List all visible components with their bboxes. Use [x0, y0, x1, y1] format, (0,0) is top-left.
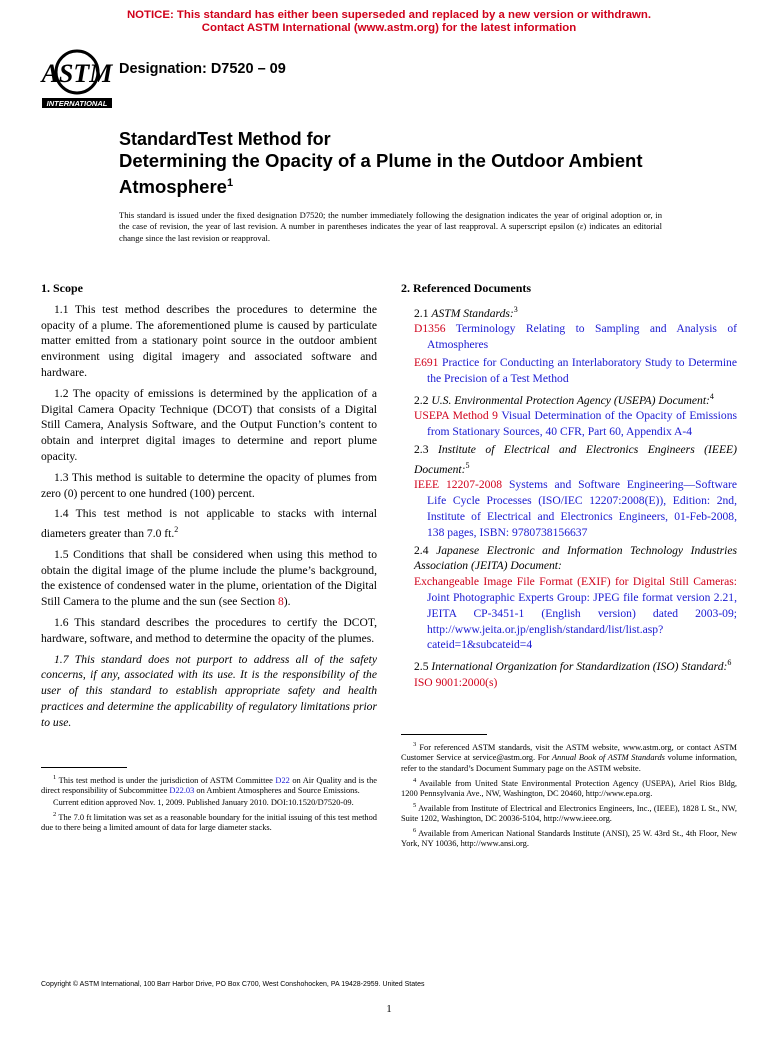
scope-section — [41, 281, 377, 736]
designation: Designation: D7520 – 09 — [119, 61, 286, 77]
ref-iso-link[interactable]: ISO 9001:2000(s) — [414, 675, 498, 689]
footnotes-right — [401, 734, 737, 851]
footnote-5: $^5$ Available from Institute of Electrical and Electronics Engineers, Inc., (IEEE), 1828 L St., NW, Suite 1202, Washington, DC 20036-5104, http://www.ieee.org. — [401, 801, 737, 823]
astm-logo — [40, 46, 114, 110]
footnote-3: $^3$ For referenced ASTM standards, visit the ASTM website, www.astm.org, or contact ASTM Customer Service at service@astm.org. For Annual Book of ASTM Standards volume information, refer to the standard’s Document Summary page on the ASTM website. — [401, 741, 737, 773]
svg-text:ASTM: ASTM — [41, 59, 113, 88]
section-8-link[interactable]: 8 — [277, 595, 284, 609]
withdrawn-notice — [0, 9, 778, 35]
scope-1-4: 1.4 This test method is not applicable to stacks with internal diameters greater than 7.0 ft.$^2$ — [41, 507, 377, 541]
ref-d1356-link[interactable]: D1356 — [414, 322, 446, 336]
footnote-2: $^2$ The 7.0 ft limitation was set as a reasonable boundary for the initial issuing of this test method due to there being a limited amount of data for large diameter stacks. — [41, 810, 377, 832]
scope-1-5: 1.5 Conditions that shall be considered when using this method to obtain the digital image of the plume include the plume’s background, the existence of condensed water in the plume, orientation of the Digital Still Camera to the plume and the sun (see Section 8). — [41, 547, 377, 609]
footnote-1: $^1$ This test method is under the jurisdiction of ASTM Committee D22 on Air Quality and is the direct responsibility of Subcommittee D22.03 on Ambient Atmospheres and Source Emissions. — [41, 774, 377, 796]
footnote-divider — [401, 734, 487, 735]
references-heading: 2. Referenced Documents — [401, 281, 532, 295]
scope-1-7: 1.7 This standard does not purport to address all of the safety concerns, if any, associated with its use. It is the responsibility of the user of this standard to establish appropriate safety and health practices and determine the applicability of regulatory limitations prior to use. — [41, 652, 377, 729]
ref-2-1: 2.1 ASTM Standards:$^3$ — [414, 304, 518, 320]
scope-1-2: 1.2 The opacity of emissions is determined by the application of a Digital Camera Opacity Technique (DCOT) that consists of a Digital Still Camera, Analysis Software, and the Output Function’s content to obtain and interpret digital images to determine and report plume opacity. — [41, 386, 377, 463]
scope-heading: 1. Scope — [41, 281, 83, 295]
committee-d22-link[interactable]: D22 — [275, 775, 290, 785]
logo-wordmark: INTERNATIONAL — [46, 99, 108, 108]
page-number: 1 — [386, 1003, 392, 1015]
ref-exif: Exchangeable Image File Format (EXIF) for Digital Still Cameras: Joint Photographic Experts Group: JPEG file format version 2.21, JEITA CP-3451-1 (English version) dated 2003-09; http://www.jeita.or.jp/english/standard/list/list.asp?cateid=1&subcateid=4 — [414, 575, 737, 652]
ref-2-2: 2.2 U.S. Environmental Protection Agency (USEPA) Document:$^4$ — [414, 391, 714, 407]
footnote-6: $^6$ Available from American National Standards Institute (ANSI), 25 W. 43rd St., 4th Floor, New York, NY 10036, http://www.ansi.org. — [401, 826, 737, 848]
footnotes-left — [41, 767, 377, 835]
ref-2-4: 2.4 Japanese Electronic and Information Technology Industries Association (JEITA) Document: — [414, 543, 738, 573]
ref-usepa-method-9: USEPA Method 9 Visual Determination of the Opacity of Emissions from Stationary Sources, 40 CFR, Part 60, Appendix A-4 — [414, 409, 737, 439]
scope-1-1: 1.1 This test method describes the procedures to determine the opacity of a plume. The aforementioned plume is caused by particulate matter emitted from a stationary point source in the outdoor ambient environment using digital imagery and associated software and hardware. — [41, 302, 377, 379]
footnote-divider — [41, 767, 127, 768]
ref-d1356: D1356 Terminology Relating to Sampling and Analysis of Atmospheres — [414, 322, 737, 352]
ref-2-3: 2.3 Institute of Electrical and Electronics Engineers (IEEE) Document:$^5$ — [414, 442, 737, 476]
subcommittee-d22-03-link[interactable]: D22.03 — [169, 786, 195, 796]
notice-line-1: NOTICE: This standard has either been superseded and replaced by a new version or withdrawn. — [126, 9, 652, 21]
title-line-3: Atmosphere$^1$ — [119, 176, 234, 198]
document-title — [119, 129, 679, 198]
ref-e691-link[interactable]: E691 — [414, 356, 439, 370]
title-line-2: Determining the Opacity of a Plume in the Outdoor Ambient — [119, 150, 643, 171]
ref-ieee-12207: IEEE 12207-2008 Systems and Software Engineering—Software Life Cycle Processes (ISO/IEC 12207:2008(E)), Edition: 2nd, Institute of Electrical and Electronics Engineers, 01-Feb-2008, 138 pages, ISBN: 9780738156637 — [414, 478, 737, 539]
copyright-footer: Copyright © ASTM International, 100 Barr Harbor Drive, PO Box C700, West Conshohocken, PA 19428-2959. United States — [41, 981, 425, 988]
title-line-1: StandardTest Method for — [119, 129, 331, 149]
ref-exif-link[interactable]: Exchangeable Image File Format (EXIF) for Digital Still Cameras: — [414, 575, 737, 589]
issue-note: This standard is issued under the fixed designation D7520; the number immediately following the designation indicates the year of original adoption or, in the case of revision, the year of last revision. A number in parentheses indicates the year of last reapproval. A superscript epsilon (ε) indicates an editorial change since the last revision or reapproval. — [119, 210, 662, 243]
ref-ieee-link[interactable]: IEEE 12207-2008 — [414, 478, 503, 492]
notice-line-2: Contact ASTM International (www.astm.org) for the latest information — [201, 22, 577, 34]
ref-usepa-link[interactable]: USEPA Method 9 — [414, 409, 498, 423]
footnote-1-edition: Current edition approved Nov. 1, 2009. Published January 2010. DOI:10.1520/D7520-09. — [53, 797, 354, 807]
title-footnote-mark: 1 — [226, 177, 234, 189]
ref-2-5: 2.5 International Organization for Standardization (ISO) Standard:$^6$ — [414, 658, 732, 673]
scope-1-6: 1.6 This standard describes the procedures to certify the DCOT, hardware, software, and method to determine the opacity of the plumes. — [41, 616, 377, 645]
footnote-4: $^4$ Available from United State Environmental Protection Agency (USEPA), Ariel Rios Bldg, 1200 Pennsylvania Ave., NW, Washington, DC 20460, http://www.epa.org. — [401, 776, 737, 798]
referenced-documents-section — [401, 281, 737, 693]
scope-1-3: 1.3 This method is suitable to determine the opacity of plumes from zero (0) percent to one hundred (100) percent. — [41, 470, 377, 500]
ref-iso-9001 — [414, 675, 737, 691]
ref-e691: E691 Practice for Conducting an Interlaboratory Study to Determine the Precision of a Test Method — [414, 356, 737, 385]
